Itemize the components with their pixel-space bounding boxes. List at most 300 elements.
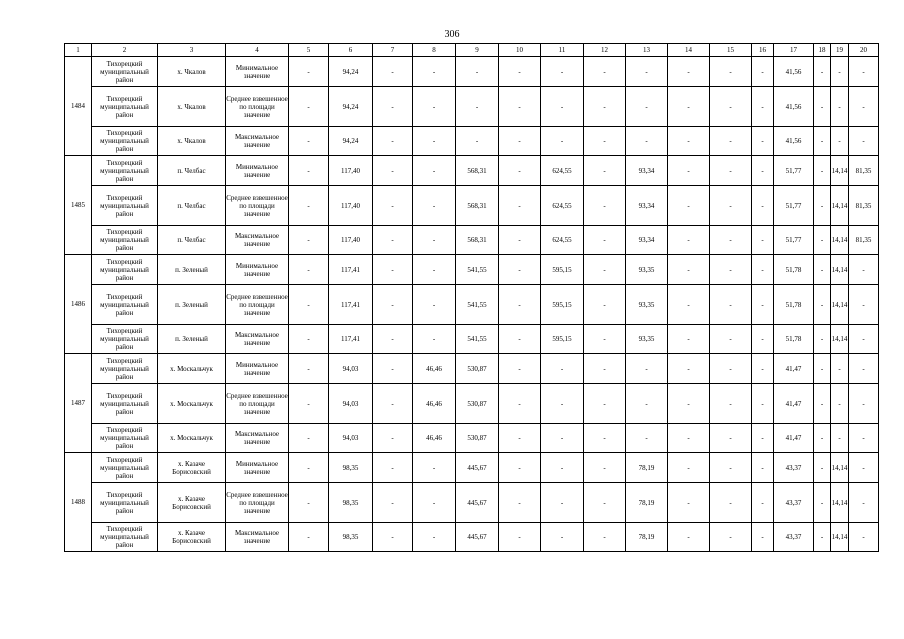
stat-type-cell: Максимальное значение <box>226 325 289 354</box>
value-cell: - <box>626 127 668 156</box>
value-cell: - <box>814 453 831 483</box>
value-cell: - <box>413 156 456 186</box>
value-cell: 14,14 <box>831 186 849 226</box>
stat-type-cell: Максимальное значение <box>226 226 289 255</box>
value-cell: - <box>373 523 413 552</box>
value-cell: - <box>710 424 752 453</box>
value-cell: - <box>668 226 710 255</box>
district-cell: Тихорецкий муниципальный район <box>92 255 158 285</box>
value-cell: - <box>373 453 413 483</box>
district-cell: Тихорецкий муниципальный район <box>92 186 158 226</box>
value-cell: 568,31 <box>456 226 499 255</box>
column-header: 6 <box>329 44 373 57</box>
value-cell: - <box>499 186 541 226</box>
value-cell: - <box>413 325 456 354</box>
value-cell: - <box>541 424 584 453</box>
value-cell: - <box>413 186 456 226</box>
value-cell: - <box>668 156 710 186</box>
table-row <box>65 186 879 226</box>
value-cell: - <box>584 87 626 127</box>
value-cell: - <box>584 186 626 226</box>
value-cell: - <box>584 285 626 325</box>
value-cell: 530,87 <box>456 424 499 453</box>
row-id: 1484 <box>65 57 92 156</box>
value-cell: - <box>668 87 710 127</box>
value-cell: 445,67 <box>456 523 499 552</box>
value-cell: - <box>668 127 710 156</box>
column-header: 12 <box>584 44 626 57</box>
value-cell: - <box>752 354 774 384</box>
table-row <box>65 226 879 255</box>
value-cell: - <box>752 156 774 186</box>
value-cell: - <box>831 424 849 453</box>
column-header: 5 <box>289 44 329 57</box>
value-cell: - <box>499 325 541 354</box>
value-cell: - <box>413 255 456 285</box>
value-cell: 595,15 <box>541 255 584 285</box>
value-cell: - <box>831 354 849 384</box>
value-cell: 568,31 <box>456 186 499 226</box>
value-cell: - <box>814 354 831 384</box>
value-cell: - <box>814 57 831 87</box>
value-cell: 41,47 <box>774 384 814 424</box>
value-cell: - <box>373 57 413 87</box>
value-cell: - <box>584 57 626 87</box>
stat-type-cell: Среднее взвешенное по площади значение <box>226 186 289 226</box>
value-cell: - <box>289 325 329 354</box>
value-cell: - <box>289 255 329 285</box>
value-cell: - <box>289 127 329 156</box>
value-cell: - <box>373 255 413 285</box>
value-cell: - <box>814 325 831 354</box>
value-cell: 43,37 <box>774 523 814 552</box>
value-cell: - <box>373 483 413 523</box>
settlement-cell: х. Чкалов <box>158 57 226 87</box>
district-cell: Тихорецкий муниципальный район <box>92 87 158 127</box>
value-cell: - <box>373 156 413 186</box>
table-row <box>65 523 879 552</box>
value-cell: - <box>668 453 710 483</box>
table-row <box>65 127 879 156</box>
value-cell: 81,35 <box>849 186 879 226</box>
value-cell: - <box>584 424 626 453</box>
district-cell: Тихорецкий муниципальный район <box>92 226 158 255</box>
value-cell: - <box>373 127 413 156</box>
district-cell: Тихорецкий муниципальный район <box>92 424 158 453</box>
value-cell: 14,14 <box>831 285 849 325</box>
value-cell: - <box>289 285 329 325</box>
value-cell: 445,67 <box>456 483 499 523</box>
value-cell: 81,35 <box>849 156 879 186</box>
value-cell: - <box>668 483 710 523</box>
value-cell: 51,77 <box>774 156 814 186</box>
value-cell: - <box>413 523 456 552</box>
table-body <box>65 57 879 552</box>
value-cell: 51,77 <box>774 186 814 226</box>
value-cell: - <box>541 354 584 384</box>
value-cell: - <box>626 354 668 384</box>
value-cell: - <box>373 226 413 255</box>
value-cell: - <box>752 384 774 424</box>
table-row <box>65 483 879 523</box>
value-cell: 445,67 <box>456 453 499 483</box>
value-cell: - <box>499 255 541 285</box>
stat-type-cell: Минимальное значение <box>226 57 289 87</box>
value-cell: 14,14 <box>831 453 849 483</box>
value-cell: - <box>499 453 541 483</box>
column-header: 7 <box>373 44 413 57</box>
column-header: 17 <box>774 44 814 57</box>
value-cell: - <box>499 354 541 384</box>
district-cell: Тихорецкий муниципальный район <box>92 483 158 523</box>
value-cell: - <box>373 354 413 384</box>
table-row <box>65 354 879 384</box>
value-cell: - <box>752 424 774 453</box>
value-cell: - <box>413 226 456 255</box>
value-cell: - <box>499 87 541 127</box>
value-cell: - <box>413 57 456 87</box>
value-cell: - <box>849 87 879 127</box>
row-id: 1487 <box>65 354 92 453</box>
value-cell: - <box>710 156 752 186</box>
value-cell: - <box>541 523 584 552</box>
column-header: 8 <box>413 44 456 57</box>
stat-type-cell: Максимальное значение <box>226 523 289 552</box>
stat-type-cell: Среднее взвешенное по площади значение <box>226 285 289 325</box>
value-cell: 14,14 <box>831 325 849 354</box>
value-cell: 117,41 <box>329 325 373 354</box>
value-cell: - <box>668 325 710 354</box>
value-cell: 98,35 <box>329 483 373 523</box>
value-cell: - <box>373 285 413 325</box>
value-cell: 117,41 <box>329 285 373 325</box>
value-cell: - <box>541 127 584 156</box>
value-cell: - <box>541 57 584 87</box>
value-cell: - <box>499 156 541 186</box>
table-row <box>65 156 879 186</box>
value-cell: - <box>710 186 752 226</box>
value-cell: - <box>849 285 879 325</box>
district-cell: Тихорецкий муниципальный район <box>92 523 158 552</box>
value-cell: - <box>373 325 413 354</box>
value-cell: - <box>752 57 774 87</box>
row-id: 1488 <box>65 453 92 552</box>
value-cell: - <box>710 384 752 424</box>
value-cell: - <box>849 424 879 453</box>
stat-type-cell: Минимальное значение <box>226 453 289 483</box>
value-cell: 93,35 <box>626 285 668 325</box>
value-cell: - <box>752 226 774 255</box>
value-cell: 51,78 <box>774 255 814 285</box>
row-id: 1486 <box>65 255 92 354</box>
value-cell: - <box>831 57 849 87</box>
value-cell: - <box>499 384 541 424</box>
value-cell: 41,47 <box>774 354 814 384</box>
value-cell: - <box>752 453 774 483</box>
value-cell: 93,34 <box>626 156 668 186</box>
column-header: 16 <box>752 44 774 57</box>
value-cell: 624,55 <box>541 186 584 226</box>
table-row <box>65 384 879 424</box>
value-cell: 93,34 <box>626 226 668 255</box>
value-cell: 14,14 <box>831 483 849 523</box>
value-cell: 14,14 <box>831 226 849 255</box>
value-cell: - <box>831 87 849 127</box>
value-cell: - <box>289 384 329 424</box>
value-cell: - <box>710 523 752 552</box>
value-cell: - <box>849 523 879 552</box>
value-cell: - <box>752 127 774 156</box>
settlement-cell: х. Москальчук <box>158 384 226 424</box>
column-header: 2 <box>92 44 158 57</box>
value-cell: - <box>831 384 849 424</box>
value-cell: - <box>752 483 774 523</box>
settlement-cell: п. Челбас <box>158 156 226 186</box>
value-cell: - <box>668 424 710 453</box>
value-cell: 43,37 <box>774 483 814 523</box>
value-cell: - <box>814 127 831 156</box>
value-cell: - <box>626 384 668 424</box>
value-cell: 94,24 <box>329 57 373 87</box>
value-cell: - <box>849 127 879 156</box>
value-cell: - <box>814 424 831 453</box>
value-cell: 117,41 <box>329 255 373 285</box>
column-header: 15 <box>710 44 752 57</box>
value-cell: 41,56 <box>774 127 814 156</box>
column-header: 19 <box>831 44 849 57</box>
value-cell: 530,87 <box>456 354 499 384</box>
value-cell: 117,40 <box>329 156 373 186</box>
value-cell: 51,78 <box>774 325 814 354</box>
value-cell: - <box>584 325 626 354</box>
value-cell: - <box>668 384 710 424</box>
value-cell: - <box>499 483 541 523</box>
value-cell: - <box>413 483 456 523</box>
column-header: 4 <box>226 44 289 57</box>
value-cell: 41,56 <box>774 57 814 87</box>
value-cell: 93,35 <box>626 325 668 354</box>
value-cell: 624,55 <box>541 156 584 186</box>
value-cell: - <box>710 325 752 354</box>
settlement-cell: п. Челбас <box>158 186 226 226</box>
value-cell: - <box>668 523 710 552</box>
value-cell: - <box>499 57 541 87</box>
value-cell: 41,56 <box>774 87 814 127</box>
district-cell: Тихорецкий муниципальный район <box>92 453 158 483</box>
value-cell: - <box>584 384 626 424</box>
stat-type-cell: Минимальное значение <box>226 156 289 186</box>
value-cell: - <box>413 87 456 127</box>
table-row <box>65 325 879 354</box>
value-cell: - <box>413 453 456 483</box>
value-cell: 78,19 <box>626 453 668 483</box>
value-cell: - <box>289 453 329 483</box>
value-cell: - <box>849 255 879 285</box>
value-cell: - <box>289 57 329 87</box>
settlement-cell: х. Москальчук <box>158 424 226 453</box>
stat-type-cell: Минимальное значение <box>226 354 289 384</box>
value-cell: - <box>289 156 329 186</box>
value-cell: 78,19 <box>626 483 668 523</box>
value-cell: 94,03 <box>329 384 373 424</box>
value-cell: - <box>752 87 774 127</box>
value-cell: - <box>289 87 329 127</box>
table-row <box>65 57 879 87</box>
value-cell: - <box>752 523 774 552</box>
value-cell: 43,37 <box>774 453 814 483</box>
column-header: 13 <box>626 44 668 57</box>
value-cell: 98,35 <box>329 453 373 483</box>
value-cell: - <box>831 127 849 156</box>
district-cell: Тихорецкий муниципальный район <box>92 325 158 354</box>
settlement-cell: х. Казаче Борисовский <box>158 483 226 523</box>
value-cell: - <box>710 226 752 255</box>
value-cell: - <box>584 255 626 285</box>
value-cell: - <box>752 255 774 285</box>
district-cell: Тихорецкий муниципальный район <box>92 57 158 87</box>
value-cell: - <box>413 127 456 156</box>
stat-type-cell: Среднее взвешенное по площади значение <box>226 483 289 523</box>
value-cell: 51,77 <box>774 226 814 255</box>
column-header: 10 <box>499 44 541 57</box>
value-cell: - <box>710 483 752 523</box>
value-cell: - <box>541 453 584 483</box>
value-cell: 46,46 <box>413 424 456 453</box>
value-cell: - <box>456 57 499 87</box>
value-cell: - <box>710 57 752 87</box>
value-cell: - <box>814 255 831 285</box>
district-cell: Тихорецкий муниципальный район <box>92 354 158 384</box>
value-cell: - <box>499 127 541 156</box>
value-cell: - <box>289 483 329 523</box>
value-cell: - <box>668 285 710 325</box>
value-cell: - <box>499 226 541 255</box>
value-cell: - <box>814 483 831 523</box>
column-header: 20 <box>849 44 879 57</box>
stat-type-cell: Минимальное значение <box>226 255 289 285</box>
value-cell: 46,46 <box>413 384 456 424</box>
value-cell: 541,55 <box>456 285 499 325</box>
value-cell: - <box>814 384 831 424</box>
value-cell: 14,14 <box>831 255 849 285</box>
value-cell: - <box>373 87 413 127</box>
column-header: 1 <box>65 44 92 57</box>
value-cell: - <box>584 453 626 483</box>
value-cell: 117,40 <box>329 186 373 226</box>
value-cell: - <box>710 453 752 483</box>
stat-type-cell: Максимальное значение <box>226 127 289 156</box>
settlement-cell: х. Чкалов <box>158 87 226 127</box>
value-cell: 94,03 <box>329 424 373 453</box>
value-cell: - <box>373 384 413 424</box>
value-cell: - <box>668 354 710 384</box>
value-cell: - <box>541 87 584 127</box>
value-cell: - <box>668 186 710 226</box>
value-cell: 568,31 <box>456 156 499 186</box>
value-cell: - <box>814 186 831 226</box>
value-cell: - <box>849 483 879 523</box>
value-cell: - <box>752 325 774 354</box>
value-cell: - <box>710 354 752 384</box>
value-cell: 595,15 <box>541 325 584 354</box>
table-row <box>65 453 879 483</box>
value-cell: - <box>752 285 774 325</box>
value-cell: - <box>849 384 879 424</box>
value-cell: - <box>584 156 626 186</box>
value-cell: - <box>456 87 499 127</box>
value-cell: - <box>499 424 541 453</box>
value-cell: 541,55 <box>456 255 499 285</box>
value-cell: - <box>849 354 879 384</box>
value-cell: - <box>289 354 329 384</box>
value-cell: - <box>626 57 668 87</box>
value-cell: 81,35 <box>849 226 879 255</box>
value-cell: 14,14 <box>831 156 849 186</box>
column-header: 3 <box>158 44 226 57</box>
value-cell: - <box>814 523 831 552</box>
value-cell: 46,46 <box>413 354 456 384</box>
value-cell: - <box>541 483 584 523</box>
value-cell: - <box>814 285 831 325</box>
table-row <box>65 285 879 325</box>
value-cell: - <box>668 57 710 87</box>
column-header: 18 <box>814 44 831 57</box>
value-cell: - <box>373 186 413 226</box>
column-header: 9 <box>456 44 499 57</box>
value-cell: 94,24 <box>329 87 373 127</box>
header-row <box>65 44 879 57</box>
value-cell: - <box>584 483 626 523</box>
value-cell: - <box>849 325 879 354</box>
settlement-cell: п. Челбас <box>158 226 226 255</box>
value-cell: - <box>456 127 499 156</box>
settlement-cell: х. Чкалов <box>158 127 226 156</box>
value-cell: - <box>499 523 541 552</box>
value-cell: - <box>710 285 752 325</box>
row-id: 1485 <box>65 156 92 255</box>
value-cell: - <box>413 285 456 325</box>
value-cell: - <box>541 384 584 424</box>
district-cell: Тихорецкий муниципальный район <box>92 156 158 186</box>
value-cell: - <box>584 127 626 156</box>
value-cell: - <box>710 87 752 127</box>
value-cell: - <box>814 156 831 186</box>
settlement-cell: х. Москальчук <box>158 354 226 384</box>
data-table <box>64 43 879 552</box>
value-cell: 51,78 <box>774 285 814 325</box>
value-cell: 93,34 <box>626 186 668 226</box>
value-cell: 117,40 <box>329 226 373 255</box>
value-cell: 595,15 <box>541 285 584 325</box>
value-cell: 541,55 <box>456 325 499 354</box>
value-cell: - <box>814 226 831 255</box>
value-cell: - <box>668 255 710 285</box>
value-cell: - <box>289 424 329 453</box>
value-cell: - <box>849 453 879 483</box>
settlement-cell: х. Казаче Борисовский <box>158 523 226 552</box>
value-cell: - <box>752 186 774 226</box>
district-cell: Тихорецкий муниципальный район <box>92 127 158 156</box>
value-cell: - <box>849 57 879 87</box>
value-cell: - <box>710 255 752 285</box>
stat-type-cell: Максимальное значение <box>226 424 289 453</box>
value-cell: 530,87 <box>456 384 499 424</box>
value-cell: 14,14 <box>831 523 849 552</box>
value-cell: 624,55 <box>541 226 584 255</box>
settlement-cell: п. Зеленый <box>158 255 226 285</box>
column-header: 14 <box>668 44 710 57</box>
value-cell: - <box>289 523 329 552</box>
